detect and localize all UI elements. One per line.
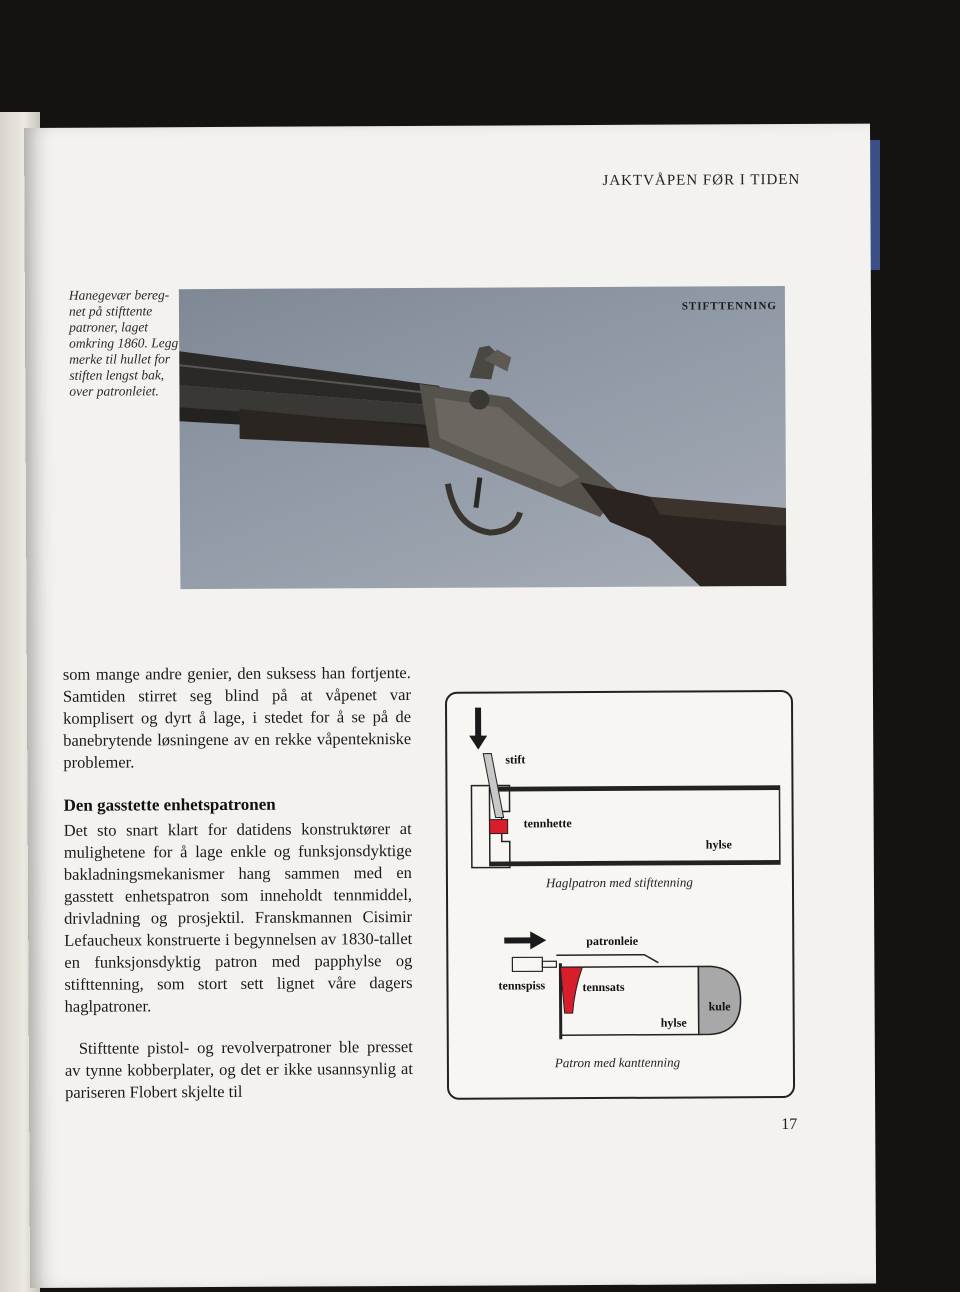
down-arrow-icon <box>469 708 487 750</box>
book-page <box>24 124 876 1288</box>
photo-label: STIFTTENNING <box>681 300 777 313</box>
paragraph-2: Det sto snart klart for datidens konstruktører at mulighetene for å lage enkle og funksjonsdyktige bakladningsmekanismer hang sammen med en gasstett enhetspatron som inneholdt tennmiddel, drivladning og prosjektil. Franskmannen Cisimir Lefaucheux konstruerte i begynnelsen av 1830-tallet en funksjonsdyktig patron med papphylse og stifttenning, som stort sett lignet våre dagers haglpatroner. <box>63 818 413 1016</box>
pinfire-diagram <box>469 706 780 891</box>
shotgun-photo <box>179 286 787 589</box>
caption-rimfire: Patron med kanttenning <box>554 1054 681 1071</box>
label-tennhette: tennhette <box>523 816 572 831</box>
page-number: 17 <box>781 1115 798 1134</box>
label-stift: stift <box>505 752 526 767</box>
running-header: JAKTVÅPEN FØR I TIDEN <box>602 171 801 189</box>
caption-pinfire: Haglpatron med stifttenning <box>545 874 693 891</box>
section-heading: Den gasstette enhetspatronen <box>63 794 276 815</box>
paragraph-3: Stifttente pistol- og revolverpatroner ble presset av tynne kobberplater, og det er ikke usannsynlig at pariseren Flobert skjelte til <box>64 1036 413 1102</box>
right-arrow-icon <box>504 931 546 949</box>
label-tennspiss: tennspiss <box>498 978 546 993</box>
shotgun-illustration <box>179 286 787 589</box>
label-patronleie: patronleie <box>586 933 639 949</box>
photo-caption: Hanegevær bereg-net på stifttente patroner, laget omkring 1860. Legg merke til hullet for stiften lengst bak, over patronleiet. <box>68 287 179 399</box>
cartridge-diagram <box>445 690 795 1100</box>
paragraph-1: som mange andre genier, den suksess han fortjente. Samtiden stirret seg blind på at våpenet var komplisert og dyrt å lage, i stedet for å se på de banebrytende løsningene av en rekke våpentekniske problemer. <box>62 662 412 772</box>
label-tennsats: tennsats <box>582 979 625 995</box>
label-hylse-bottom: hylse <box>660 1015 687 1030</box>
label-kule: kule <box>708 999 731 1014</box>
rimfire-diagram <box>498 930 741 1070</box>
label-hylse-top: hylse <box>705 837 732 852</box>
